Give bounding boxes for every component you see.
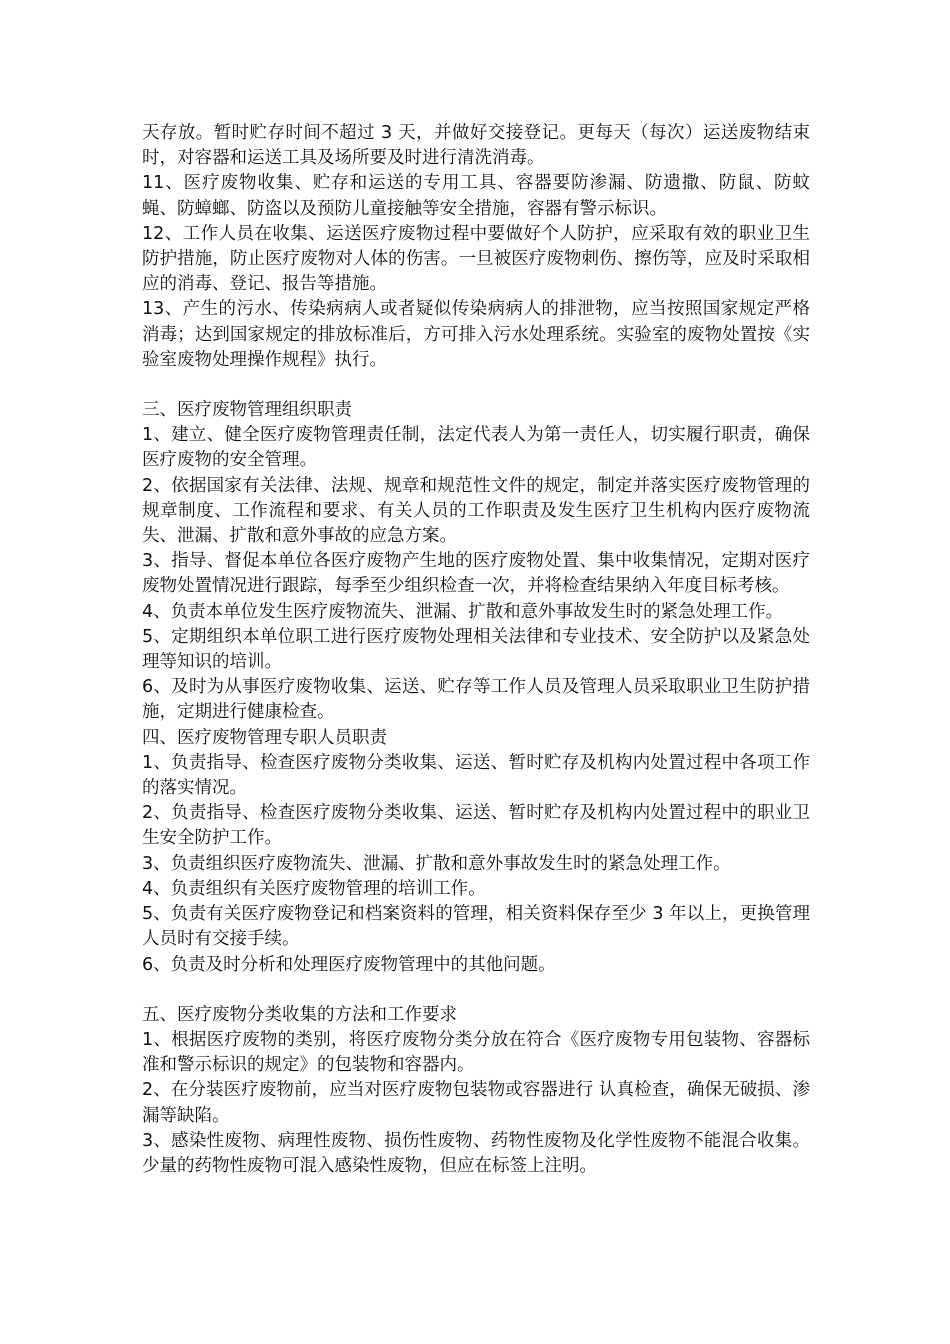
list-item: 2、负责指导、检查医疗废物分类收集、运送、暂时贮存及机构内处置过程中的职业卫生安全防护工作。	[142, 803, 810, 849]
spacer	[142, 978, 810, 1003]
list-item: 5、定期组织本单位职工进行医疗废物处理相关法律和专业技术、安全防护以及紧急处理等知识的培训。	[142, 626, 810, 673]
section-heading: 三、医疗废物管理组织职责	[142, 400, 352, 421]
document-page	[142, 121, 810, 1179]
list-item: 1、建立、健全医疗废物管理责任制，法定代表人为第一责任人，切实履行职责，确保医疗废物的安全管理。	[142, 425, 810, 471]
paragraph: 13、产生的污水、传染病病人或者疑似传染病病人的排泄物，应当按照国家规定严格消毒；达到国家规定的排放标准后，方可排入污水处理系统。实验室的废物处置按《实验室废物处理操作规程》执行。	[142, 299, 810, 370]
section-heading: 四、医疗废物管理专职人员职责	[142, 727, 387, 748]
paragraph: 11、医疗废物收集、贮存和运送的专用工具、容器要防渗漏、防遗撒、防鼠、防蚊蝇、防蟑螂、防盗以及预防儿童接触等安全措施，容器有警示标识。	[142, 173, 810, 219]
list-item: 3、负责组织医疗废物流失、泄漏、扩散和意外事故发生时的紧急处理工作。	[142, 853, 731, 874]
list-item: 6、负责及时分析和处理医疗废物管理中的其他问题。	[142, 954, 556, 975]
list-item: 5、负责有关医疗废物登记和档案资料的管理，相关资料保存至少 3 年以上，更换管理人员时有交接手续。	[142, 904, 810, 950]
list-item: 4、负责组织有关医疗废物管理的培训工作。	[142, 878, 486, 899]
spacer	[142, 373, 810, 398]
list-item: 2、在分装医疗废物前，应当对医疗废物包装物或容器进行 认真检查，确保无破损、渗漏等缺陷。	[142, 1080, 810, 1126]
list-item: 1、负责指导、检查医疗废物分类收集、运送、暂时贮存及机构内处置过程中各项工作的落实情况。	[142, 752, 810, 799]
section-heading: 五、医疗废物分类收集的方法和工作要求	[142, 1004, 457, 1025]
list-item: 2、依据国家有关法律、法规、规章和规范性文件的规定，制定并落实医疗废物管理的规章制度、工作流程和要求、有关人员的工作职责及发生医疗卫生机构内医疗废物流失、泄漏、扩散和意外事故的应急方案。	[142, 475, 810, 547]
list-item: 1、根据医疗废物的类别，将医疗废物分类分放在符合《医疗废物专用包装物、容器标准和警示标识的规定》的包装物和容器内。	[142, 1029, 810, 1076]
list-item: 4、负责本单位发生医疗废物流失、泄漏、扩散和意外事故发生时的紧急处理工作。	[142, 601, 784, 622]
list-item: 3、指导、督促本单位各医疗废物产生地的医疗废物处置、集中收集情况，定期对医疗废物处置情况进行跟踪，每季至少组织检查一次，并将检查结果纳入年度目标考核。	[142, 551, 810, 597]
paragraph: 天存放。暂时贮存时间不超过 3 天，并做好交接登记。更每天（每次）运送废物结束时，对容器和运送工具及场所要及时进行清洗消毒。	[142, 123, 810, 169]
list-item: 3、感染性废物、病理性废物、损伤性废物、药物性废物及化学性废物不能混合收集。少量的药物性废物可混入感染性废物，但应在标签上注明。	[142, 1130, 810, 1176]
paragraph: 12、工作人员在收集、运送医疗废物过程中要做好个人防护，应采取有效的职业卫生防护措施，防止医疗废物对人体的伤害。一旦被医疗废物刺伤、擦伤等，应及时采取相应的消毒、登记、报告等措施。	[142, 223, 810, 295]
list-item: 6、及时为从事医疗废物收集、运送、贮存等工作人员及管理人员采取职业卫生防护措施，定期进行健康检查。	[142, 677, 810, 723]
